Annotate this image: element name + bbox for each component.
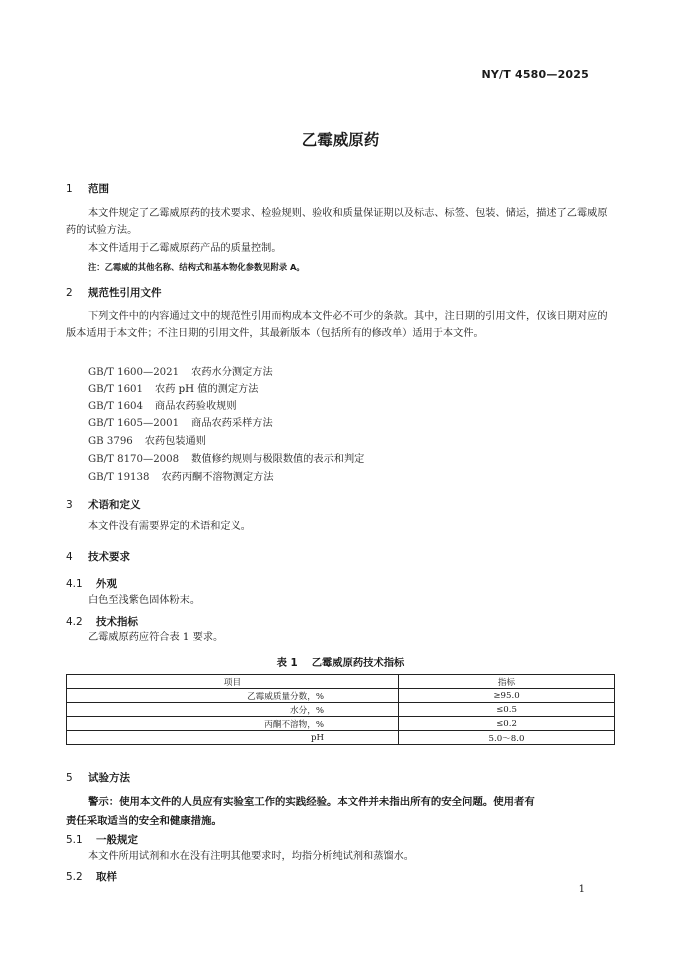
table-cell-item: pH bbox=[67, 731, 399, 745]
reference-code: GB/T 8170—2008 bbox=[88, 454, 180, 465]
section-title: 规范性引用文件 bbox=[88, 287, 162, 299]
reference-code: GB/T 1601 bbox=[88, 384, 144, 395]
reference-item bbox=[88, 414, 273, 429]
reference-code: GB/T 1600—2021 bbox=[88, 367, 180, 378]
reference-title: 商品农药验收规则 bbox=[155, 401, 237, 412]
table-cell-value: 5.0～8.0 bbox=[399, 731, 615, 745]
section-number: 2 bbox=[66, 287, 73, 299]
subsection-title: 取样 bbox=[96, 871, 117, 883]
table-caption-number: 表 1 bbox=[276, 657, 298, 669]
section-3-heading bbox=[66, 497, 141, 512]
section-title: 试验方法 bbox=[88, 772, 130, 784]
section-number: 5 bbox=[66, 772, 73, 784]
subsection-number: 4.2 bbox=[66, 616, 83, 628]
section-number: 1 bbox=[66, 183, 73, 195]
reference-title: 农药包装通则 bbox=[144, 436, 206, 447]
reference-code: GB/T 19138 bbox=[88, 472, 150, 483]
table-cell-item: 水分，% bbox=[67, 703, 399, 717]
section-number: 4 bbox=[66, 551, 73, 563]
reference-code: GB/T 1604 bbox=[88, 401, 144, 412]
reference-code: GB/T 1605—2001 bbox=[88, 418, 180, 429]
reference-title: 农药丙酮不溶物测定方法 bbox=[161, 472, 274, 483]
subsection-number: 5.2 bbox=[66, 871, 83, 883]
table-cell-item: 丙酮不溶物，% bbox=[67, 717, 399, 731]
subsection-title: 一般规定 bbox=[96, 834, 138, 846]
reference-item bbox=[88, 363, 273, 378]
table-header-item: 项目 bbox=[67, 675, 399, 689]
subsection-5-1-heading bbox=[66, 832, 138, 847]
table-caption bbox=[0, 654, 681, 669]
subsection-4-1-text: 白色至浅紫色固体粉末。 bbox=[88, 595, 201, 606]
table-caption-title: 乙霉威原药技术指标 bbox=[311, 657, 405, 669]
section-2-heading bbox=[66, 285, 162, 300]
table-cell-item: 乙霉威质量分数，% bbox=[67, 689, 399, 703]
section-title: 术语和定义 bbox=[88, 499, 141, 511]
section-2-paragraph-1: 下列文件中的内容通过文中的规范性引用而构成本文件必不可少的条款。其中，注日期的引用文件，仅该日期对应的版本适用于本文件；不注日期的引用文件，其最新版本（包括所有的修改单）适用于本文件。 bbox=[66, 311, 608, 339]
section-1-paragraph-1: 本文件规定了乙霉威原药的技术要求、检验规则、验收和质量保证期以及标志、标签、包装、储运，描述了乙霉威原药的试验方法。 bbox=[66, 208, 608, 236]
standard-number: NY/T 4580—2025 bbox=[481, 68, 589, 81]
reference-title: 农药 pH 值的测定方法 bbox=[155, 384, 259, 395]
table-cell-value: ≤0.2 bbox=[399, 717, 615, 731]
section-title: 技术要求 bbox=[88, 551, 130, 563]
section-4-heading bbox=[66, 549, 130, 564]
subsection-5-1-text: 本文件所用试剂和水在没有注明其他要求时，均指分析纯试剂和蒸馏水。 bbox=[88, 851, 414, 862]
section-title: 范围 bbox=[88, 183, 109, 195]
reference-item bbox=[88, 450, 364, 465]
reference-item bbox=[88, 432, 206, 447]
table-header-value: 指标 bbox=[399, 675, 615, 689]
table-row bbox=[67, 689, 615, 703]
section-3-paragraph-1: 本文件没有需要界定的术语和定义。 bbox=[88, 521, 251, 532]
table-cell-value: ≤0.5 bbox=[399, 703, 615, 717]
table-cell-value: ≥95.0 bbox=[399, 689, 615, 703]
subsection-4-2-heading bbox=[66, 614, 138, 629]
reference-title: 农药水分测定方法 bbox=[191, 367, 273, 378]
reference-item bbox=[88, 397, 237, 412]
subsection-5-2-heading bbox=[66, 869, 117, 884]
document-title: 乙霉威原药 bbox=[301, 131, 380, 149]
reference-item bbox=[88, 380, 258, 395]
subsection-title: 技术指标 bbox=[96, 616, 138, 628]
safety-warning-line-1: 警示：使用本文件的人员应有实验室工作的实践经验。本文件并未指出所有的安全问题。使用者有 bbox=[88, 796, 535, 808]
safety-warning-line-2: 责任采取适当的安全和健康措施。 bbox=[66, 815, 222, 827]
section-1-note: 注：乙霉威的其他名称、结构式和基本物化参数见附录 A。 bbox=[88, 262, 305, 272]
reference-item bbox=[88, 468, 274, 483]
subsection-4-1-heading bbox=[66, 576, 117, 591]
table-row bbox=[67, 731, 615, 745]
reference-title: 数值修约规则与极限数值的表示和判定 bbox=[191, 454, 365, 465]
reference-title: 商品农药采样方法 bbox=[191, 418, 273, 429]
reference-code: GB 3796 bbox=[88, 436, 133, 447]
table-row bbox=[67, 703, 615, 717]
section-number: 3 bbox=[66, 499, 73, 511]
table-header-row bbox=[67, 675, 615, 689]
subsection-number: 4.1 bbox=[66, 578, 83, 590]
page-number: 1 bbox=[578, 884, 585, 895]
subsection-4-2-text: 乙霉威原药应符合表 1 要求。 bbox=[88, 632, 224, 643]
section-5-heading bbox=[66, 770, 130, 785]
section-1-paragraph-2: 本文件适用于乙霉威原药产品的质量控制。 bbox=[88, 243, 282, 254]
section-1-heading bbox=[66, 181, 109, 196]
table-row bbox=[67, 717, 615, 731]
subsection-number: 5.1 bbox=[66, 834, 83, 846]
subsection-title: 外观 bbox=[96, 578, 117, 590]
spec-table bbox=[66, 674, 615, 745]
